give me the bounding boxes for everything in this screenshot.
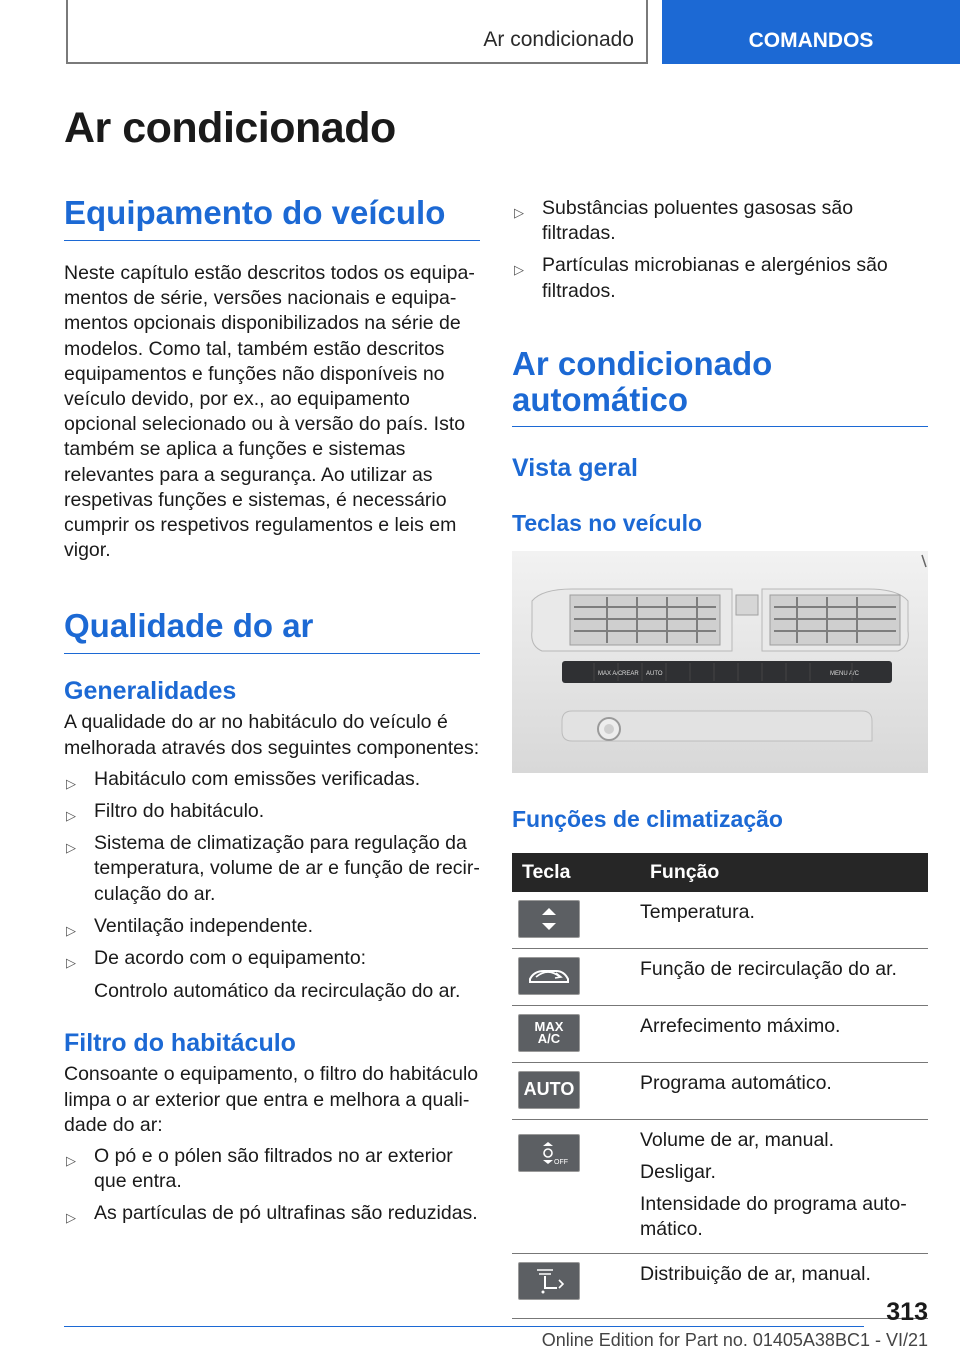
- bullet-triangle-icon: ▷: [514, 262, 524, 278]
- table-row: [512, 1062, 928, 1119]
- list-filtro-continued: [512, 196, 928, 304]
- auto-icon: [518, 1071, 580, 1109]
- table-cell-funcao: Função de recirculação do ar.: [640, 957, 897, 980]
- paragraph-filtro: Consoante o equipamento, o filtro do habitáculo limpa o ar exterior que entra e melhora a qualidade do ar:: [64, 1063, 479, 1136]
- table-cell-funcao: Distribuição de ar, manual.: [640, 1262, 871, 1285]
- table-cell-funcao: Arrefecimento máximo.: [640, 1014, 841, 1037]
- heading-generalidades: Generalidades: [64, 677, 237, 706]
- list-item: ▷ Filtro do habitáculo.: [64, 799, 480, 824]
- table-row: [512, 1253, 928, 1318]
- list-item: ▷ Substâncias poluentes gasosas são filtradas.: [514, 197, 854, 245]
- list-item: ▷ Habitáculo com emissões verificadas.: [64, 767, 480, 792]
- bullet-triangle-icon: ▷: [66, 840, 76, 856]
- bullet-triangle-icon: ▷: [66, 955, 76, 971]
- air-distribution-icon: [518, 1262, 580, 1300]
- list-filtro: [64, 1144, 480, 1227]
- auto-key-text: AUTO: [523, 1079, 575, 1100]
- recirculation-car-icon: [518, 957, 580, 995]
- heading-equipamento: Equipamento do veículo: [64, 194, 480, 241]
- panel-label-auto: AUTO: [646, 670, 663, 677]
- paragraph-equipamento: Neste capítulo estão descritos todos os equipamentos de série, versões nacionais e equipamentos opcionais disponibilizados na série de modelos. Como tal, também estão descritos equipamentos e funções não disponíveis no veículo devido, por ex., ao equipamento opcional selecionado ou à versão do país. Isto também se aplica a funções e sistemas relevantes para a segurança. Ao utilizar as respetivas funções e sistemas, é necessário cumprir os respetivos regulamentos e leis em vigor.: [64, 262, 475, 562]
- max-ac-key-text: MAX A/C: [534, 1018, 564, 1046]
- paragraph-generalidades: A qualidade do ar no habitáculo do veículo é melhorada através dos seguintes componentes:: [64, 711, 480, 759]
- bullet-triangle-icon: ▷: [66, 1210, 76, 1226]
- header-chapter-tab: [662, 0, 960, 64]
- table-row: [512, 948, 928, 1005]
- bullet-triangle-icon: ▷: [66, 1153, 76, 1169]
- table-cell-funcao: Programa automático.: [640, 1071, 832, 1094]
- bullet-triangle-icon: ▷: [66, 922, 76, 938]
- table-cell-funcao: Temperatura.: [640, 900, 755, 923]
- list-item: ▷ De acordo com o equipamento: Controlo automático da recirculação do ar.: [64, 946, 480, 1004]
- header-section-box: [66, 0, 648, 64]
- list-item: ▷ As partículas de pó ultrafinas são reduzidas.: [64, 1201, 480, 1226]
- bullet-triangle-icon: ▷: [514, 205, 524, 220]
- table-cell-funcao: Desligar.: [640, 1161, 716, 1184]
- table-row: [512, 1119, 928, 1253]
- bullet-triangle-icon: ▷: [66, 775, 76, 791]
- climate-panel-photo: [512, 551, 928, 773]
- heading-vista-geral: Vista geral: [512, 453, 639, 482]
- table-header-tecla: Tecla: [512, 853, 628, 892]
- list-item: ▷ O pó e o pólen são filtrados no ar exterior que entra.: [66, 1145, 453, 1193]
- table-row: [512, 892, 928, 949]
- table-cell-funcao: Volume de ar, manual.: [640, 1128, 835, 1151]
- footer-edition: Online Edition for Part no. 01405A38BC1 - VI/21: [541, 1330, 928, 1350]
- max-ac-icon: [518, 1014, 580, 1052]
- heading-qualidade: Qualidade do ar: [64, 607, 480, 654]
- panel-label-max-ac: MAX A/C: [598, 670, 623, 677]
- footer-divider: [64, 1326, 864, 1327]
- table-cell-funcao: Intensidade do programa automático.: [640, 1193, 907, 1241]
- panel-label-rear: REAR: [622, 670, 639, 677]
- heading-ar-condicionado-automatico: Ar condicionado automático: [512, 346, 928, 427]
- page-title: Ar condicionado: [64, 104, 396, 152]
- header-section-title: Ar condicionado: [483, 28, 634, 51]
- right-column: [512, 194, 928, 1319]
- list-item: ▷ Ventilação independente.: [64, 914, 480, 939]
- fan-off-icon: [518, 1134, 580, 1172]
- heading-filtro: Filtro do habitáculo: [64, 1029, 296, 1058]
- heading-funcoes: Funções de climatização: [512, 805, 783, 832]
- bullet-triangle-icon: ▷: [66, 808, 76, 824]
- heading-teclas: Teclas no veículo: [512, 509, 703, 536]
- list-item: ▷ Sistema de climatização para regulação da temperatura, volume de ar e função de recirculação do ar.: [66, 832, 480, 905]
- panel-label-menu-ac: MENU A/C: [830, 670, 860, 677]
- svg-text:OFF: OFF: [554, 1158, 568, 1166]
- list-item: ▷ Partículas microbianas e alergénios são filtrados.: [514, 254, 888, 302]
- header-chapter-label: COMANDOS: [748, 29, 874, 52]
- page-number: 313: [886, 1298, 928, 1326]
- functions-table: [512, 853, 928, 1319]
- table-header-funcao: Função: [628, 853, 928, 892]
- temperature-arrows-icon: [518, 900, 580, 938]
- list-subitem: Controlo automático da recirculação do ar.: [94, 980, 461, 1003]
- table-row: [512, 1005, 928, 1062]
- list-generalidades: [64, 767, 480, 1005]
- left-column: [64, 194, 480, 1227]
